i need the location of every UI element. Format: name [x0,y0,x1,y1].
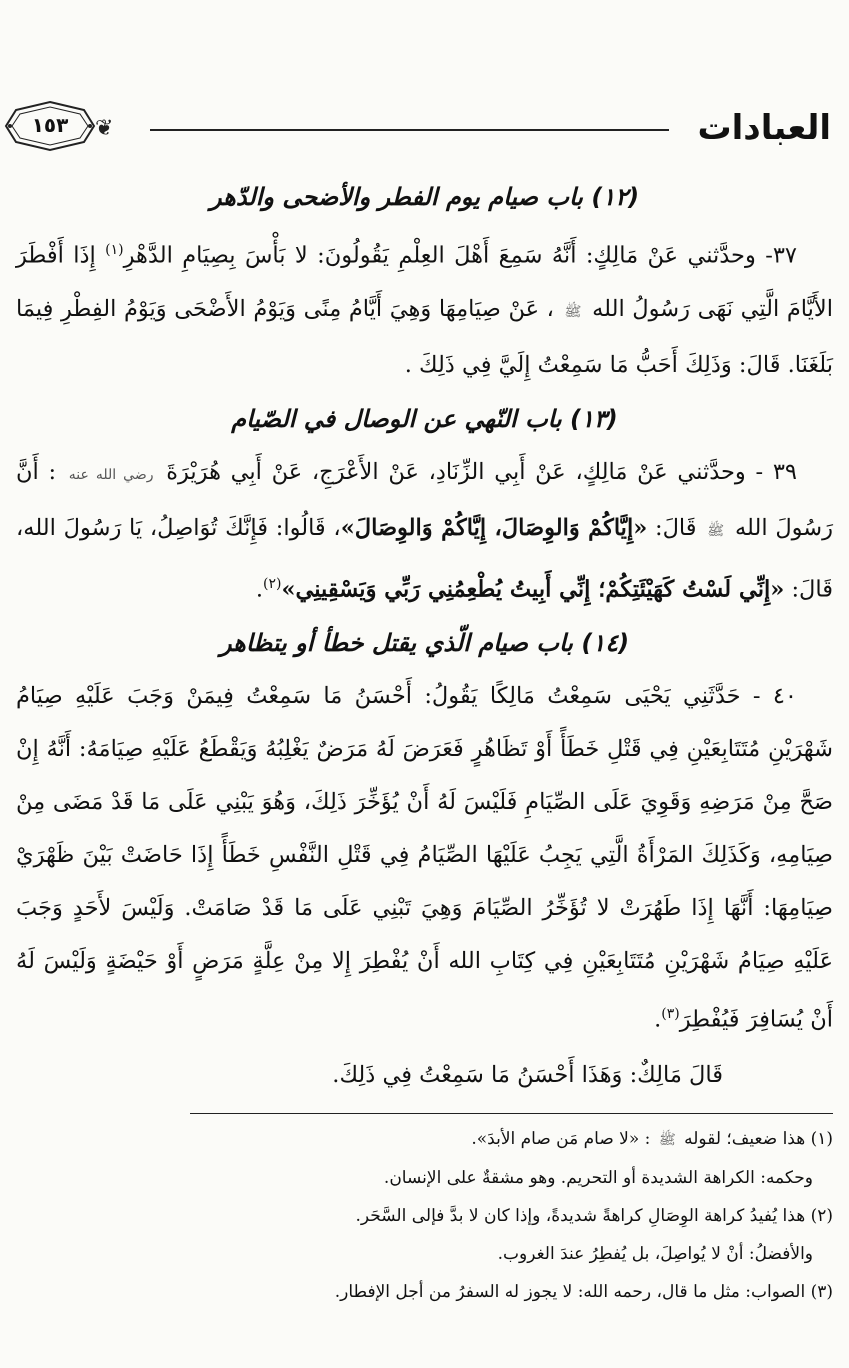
chapter-heading-14: (١٤) باب صيام الّذي يقتل خطأ أو يتظاهر [219,629,630,657]
main-text [16,170,833,1103]
hadith-text: : أَنَّ رَسُولَ الله [16,458,834,541]
footnote-ref[interactable]: (٣) [661,1006,680,1022]
salutation-glyph: ﷺ [564,303,582,320]
page-number: ١٥٣ [31,113,69,137]
footnote-ref[interactable]: (٢) [262,575,282,592]
hadith-number: ٣٧- [755,242,797,269]
hadith-text: ، قَالُوا: فَإِنَّكَ تُوَاصِلُ، يَا رَسُولَ الله، قَالَ: [16,514,833,602]
prophetic-quote: «إِنِّي لَسْتُ كَهَيْئَتِكُمْ؛ إِنِّي أَبِيتُ يُطْعِمُنِي رَبِّي وَيَسْقِينِي» [281,576,785,602]
salutation-glyph: ﷺ [707,522,725,539]
prophetic-quote: «إِيَّاكُمْ وَالوِصَالَ، إِيَّاكُمْ وَالوِصَالَ» [340,514,648,541]
chapter-heading-12: (١٢) باب صيام يوم الفطر والأضحى والدّهر [209,183,640,211]
salutation-glyph: ﷺ [658,1132,676,1148]
page-number-badge [4,100,96,152]
footnote-2: (٢) هذا يُفيدُ كراهة الوِصَالِ كراهةً شديدةً، وإذا كان لا بدَّ فإلى السَّحَر. [355,1206,833,1226]
header-rule [150,129,669,131]
hadith-text: . [255,576,263,602]
hadith-text: وحدَّثني عَنْ مَالِكٍ: أَنَّهُ سَمِعَ أَهْلَ العِلْمِ يَقُولُونَ: لا بَأْسَ بِصِيَامِ الدَّهْرِ [123,242,756,269]
hadith-text: حَدَّثَنِي يَحْيَى سَمِعْتُ مَالِكًا يَقُولُ: أَحْسَنُ مَا سَمِعْتُ فِيمَنْ وَجَبَ عَلَيْهِ صِيَامُ شَهْرَيْنِ مُتَتَابِعَيْنِ فِي قَتْلِ خَطَأً أَوْ تَظَاهُرٍ فَعَرَضَ لَهُ مَرَضٌ يَغْلِبُهُ وَيَقْطَعُ عَلَيْهِ صِيَامَهُ: أَنَّهُ إِنْ صَحَّ مِنْ مَرَضِهِ وَقَوِيَ عَلَى الصِّيَامِ فَلَيْسَ لَهُ أَنْ يُؤَخِّرَ ذَلِكَ، وَهُوَ يَبْنِي عَلَى مَا قَدْ مَضَى مِنْ صِيَامِهِ، وَكَذَلِكَ المَرْأَةُ الَّتِي يَجِبُ عَلَيْهَا الصِّيَامُ فِي قَتْلِ النَّفْسِ خَطَأً إِذَا حَاضَتْ بَيْنَ ظَهْرَيْ صِيَامِهَا: أَنَّهَا إِذَا طَهُرَتْ لا تُؤَخِّرُ الصِّيَامَ وَهِيَ تَبْنِي عَلَى مَا قَدْ صَامَتْ. وَلَيْسَ لأَحَدٍ وَجَبَ عَلَيْهِ صِيَامُ شَهْرَيْنِ مُتَتَابِعَيْنِ فِي كِتَابِ الله أَنْ يُفْطِرَ إِلا مِنْ عِلَّةٍ مَرَضٍ أَوْ حَيْضَةٍ وَلَيْسَ لَهُ أَنْ يُسَافِرَ فَيُفْطِرَ [16,683,833,1033]
footnotes [40,1120,833,1311]
footnote-ref[interactable]: (١) [105,242,124,258]
hadith-text: ، عَنْ صِيَامِهَا وَهِيَ أَيَّامُ مِنًى وَيَوْمُ الأَضْحَى وَيَوْمُ الفِطْرِ فِيمَا بَلَغَنَا. قَالَ: وَذَلِكَ أَحَبُّ مَا سَمِعْتُ إِلَيَّ فِي ذَلِكَ . [16,295,833,378]
footnote-1 [40,1120,833,1159]
footnote-3: (٣) الصواب: مثل ما قال، رحمه الله: لا يجوز له السفرُ من أجل الإفطار. [334,1282,833,1302]
footnote-text: (١) هذا ضعيف؛ لقوله [678,1129,833,1149]
book-section-title: العبادات [697,108,831,148]
hadith-paragraph-37 [16,224,833,392]
hadith-text: . [654,1006,662,1033]
running-header [0,96,849,166]
hadith-number: ٤٠ - [740,683,797,709]
footnote-1-continued: وحكمه: الكراهة الشديدة أو التحريم. وهو مشقةٌ على الإنسان. [383,1168,813,1188]
radiallah-glyph: رضي الله عنه [68,466,154,483]
ornament-icon: ❦ [95,116,114,141]
hadith-text: إِذَا أَفْطَرَ الأَيَّامَ الَّتِي نَهَى رَسُولُ الله [16,242,833,322]
hadith-paragraph-39 [16,446,833,617]
footnote-2-continued: والأفضلُ: أنْ لا يُواصِلَ، بل يُفطِرُ عندَ الغروب. [497,1244,813,1264]
chapter-heading-13: (١٣) باب النّهي عن الوصال في الصّيام [231,404,618,433]
hadith-paragraph-40 [16,670,833,1047]
hadith-text: وحدَّثني عَنْ مَالِكٍ، عَنْ أَبِي الزِّنَادِ، عَنْ الأَعْرَجِ، عَنْ أَبِي هُرَيْرَةَ [156,458,746,485]
hadith-number: ٣٩ - [745,458,797,485]
hadith-text: قَالَ: [647,514,705,541]
footnote-separator [190,1113,833,1114]
closing-statement: قَالَ مَالِكٌ: وَهَذَا أَحْسَنُ مَا سَمِعْتُ فِي ذَلِكَ. [332,1061,723,1088]
footnote-text: : «لا صام مَن صام الأبدَ». [471,1129,656,1149]
